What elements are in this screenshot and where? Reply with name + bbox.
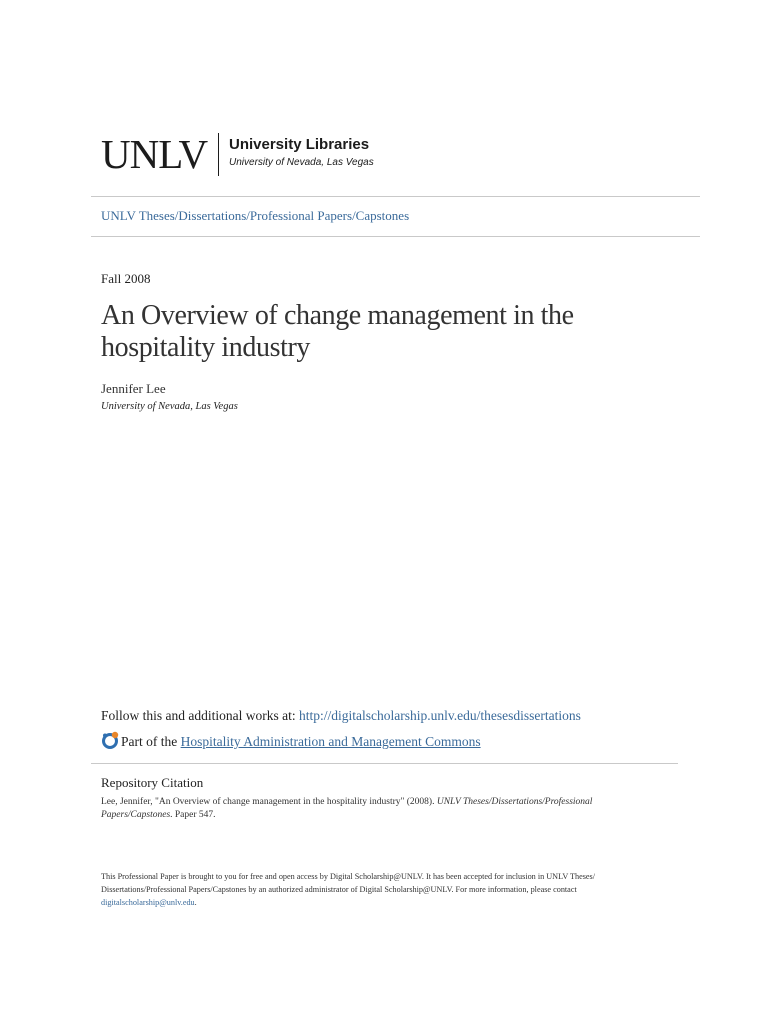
- publication-date: Fall 2008: [101, 271, 151, 286]
- logo-title: University Libraries: [229, 136, 370, 153]
- citation-divider: [91, 763, 678, 764]
- author-affiliation: University of Nevada, Las Vegas: [101, 401, 238, 412]
- contact-email-link[interactable]: digitalscholarship@unlv.edu: [101, 898, 195, 907]
- repository-citation-heading: Repository Citation: [101, 775, 204, 790]
- access-notice: [101, 870, 671, 909]
- access-notice-end: .: [194, 898, 197, 907]
- top-divider: [91, 196, 700, 197]
- author-name: Jennifer Lee: [101, 381, 166, 396]
- part-of-line: [101, 731, 481, 750]
- logo-divider: [218, 133, 219, 176]
- paper-title: An Overview of change management in the hospitality industry: [101, 300, 574, 363]
- part-of-prefix: Part of the: [121, 734, 181, 749]
- access-notice-text: This Professional Paper is brought to you for free and open access by Digital Scholarship@UNLV. It has been accepted for inclusion in UNLV Theses/ Dissertations/Professional Papers/Capstones by an authorized administrator of Digital Scholarship@UNLV. For more information, please contact: [101, 872, 595, 894]
- unlv-logo-wordmark: UNLV: [101, 131, 208, 177]
- follow-line: [101, 708, 581, 724]
- repository-citation-text: [101, 796, 661, 822]
- commons-network-icon: [101, 731, 119, 749]
- follow-url-link[interactable]: http://digitalscholarship.unlv.edu/thesesdissertations: [299, 708, 581, 723]
- collection-divider: [91, 236, 700, 237]
- collection-link[interactable]: UNLV Theses/Dissertations/Professional Papers/Capstones: [101, 208, 410, 223]
- commons-link[interactable]: Hospitality Administration and Management Commons: [180, 734, 481, 749]
- follow-prefix: Follow this and additional works at:: [101, 708, 299, 723]
- citation-plain: Lee, Jennifer, "An Overview of change management in the hospitality industry" (2008).: [101, 797, 437, 807]
- citation-end: . Paper 547.: [170, 810, 216, 820]
- logo-subtitle: University of Nevada, Las Vegas: [229, 157, 374, 168]
- citation-italic: UNLV Theses/Dissertations/Professional Papers/Capstones: [101, 797, 593, 820]
